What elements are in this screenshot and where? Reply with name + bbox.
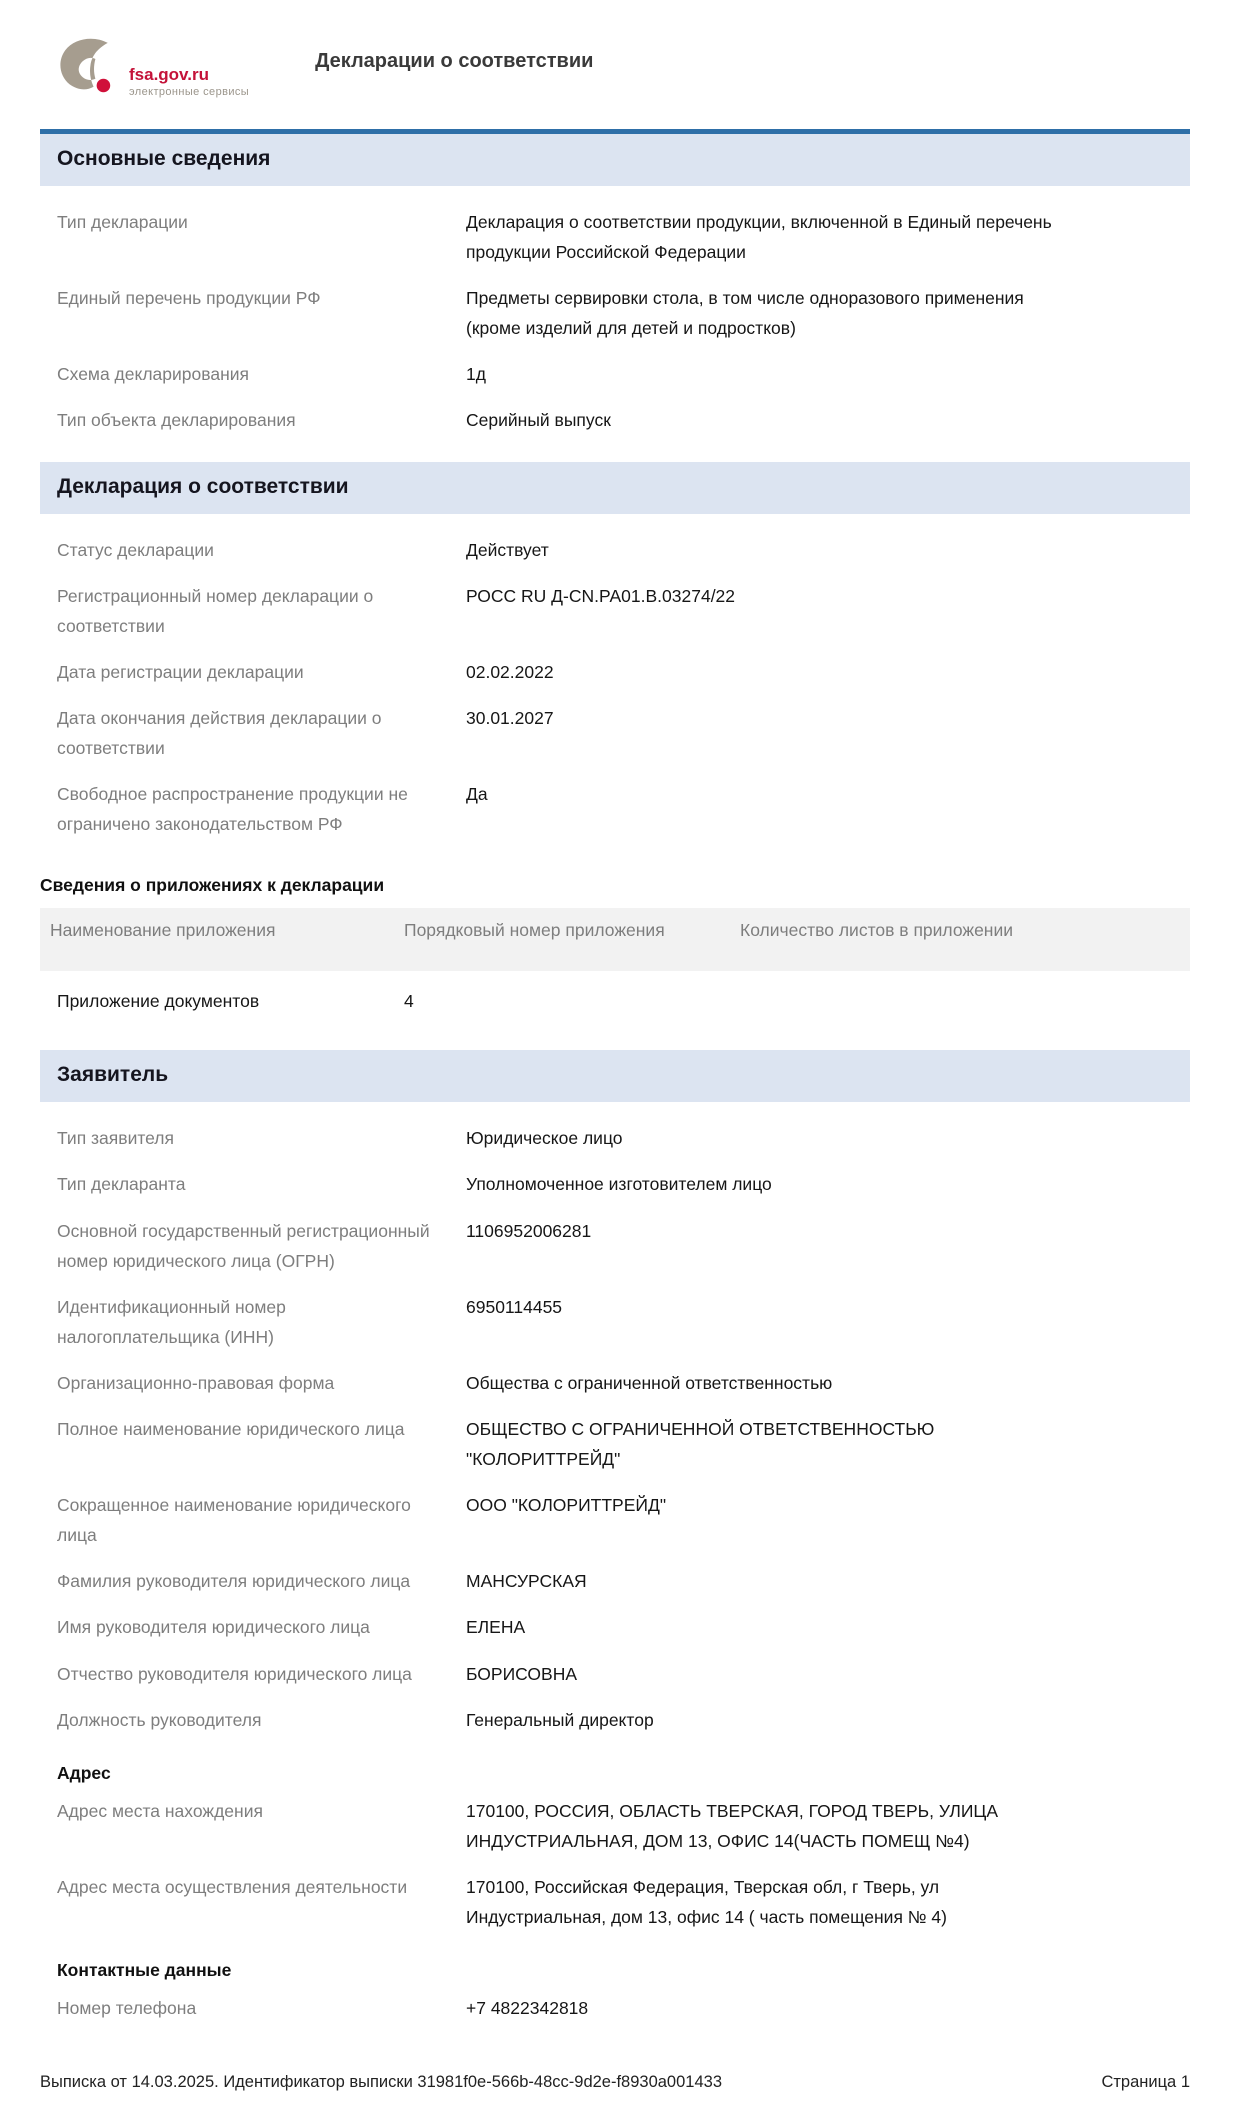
field-value: Действует — [466, 539, 549, 560]
field-label: Организационно-правовая форма — [57, 1372, 335, 1393]
attachments-block — [40, 865, 1190, 1050]
field-value: Генеральный директор — [466, 1709, 654, 1730]
field-label: Должность руководителя — [57, 1709, 262, 1730]
field-row — [40, 1985, 1190, 2031]
section-main-info-header — [40, 129, 1190, 186]
declaration-rows — [40, 514, 1190, 862]
attachments-table — [40, 908, 1190, 1024]
logo-tagline: электронные сервисы — [129, 86, 250, 99]
logo-brand: fsa.gov.ru — [129, 64, 209, 84]
field-label: Свободное распространение продукции не ограничено законодательством РФ — [57, 784, 408, 835]
field-row — [40, 1161, 1190, 1207]
section-applicant — [40, 1050, 1190, 2045]
field-label: Сокращенное наименование юридического лица — [57, 1495, 411, 1546]
fsa-logo-text — [129, 65, 249, 101]
field-label: Отчество руководителя юридического лица — [57, 1663, 412, 1684]
field-row — [40, 1284, 1190, 1360]
field-row — [40, 1604, 1190, 1650]
field-label: Адрес места осуществления деятельности — [57, 1876, 408, 1897]
field-value: Предметы сервировки стола, в том числе одноразового применения (кроме изделий для детей и подростков) — [466, 288, 1024, 339]
field-row — [40, 351, 1190, 397]
field-label: Полное наименование юридического лица — [57, 1418, 405, 1439]
field-value: БОРИСОВНА — [466, 1663, 577, 1684]
section-applicant-title: Заявитель — [57, 1063, 169, 1087]
field-row — [40, 771, 1190, 847]
field-row — [40, 1651, 1190, 1697]
field-value: 6950114455 — [466, 1296, 563, 1317]
field-label: Тип декларанта — [57, 1174, 186, 1195]
field-label: Тип заявителя — [57, 1128, 174, 1149]
section-applicant-header — [40, 1050, 1190, 1102]
field-label: Дата окончания действия декларации о соответствии — [57, 707, 382, 759]
applicant-rows — [40, 1102, 1190, 2045]
footer — [40, 2049, 1190, 2092]
field-value: МАНСУРСКАЯ — [466, 1571, 587, 1592]
field-value: 170100, Российская Федерация, Тверская обл, г Тверь, ул Индустриальная, дом 13, офис 14 ( часть помещения № 4) — [466, 1876, 947, 1927]
field-value: ОБЩЕСТВО С ОГРАНИЧЕННОЙ ОТВЕТСТВЕННОСТЬЮ "КОЛОРИТТРЕЙД" — [466, 1418, 935, 1470]
field-value: Серийный выпуск — [466, 410, 611, 431]
field-row — [40, 649, 1190, 695]
field-label: Основной государственный регистрационный номер юридического лица (ОГРН) — [57, 1220, 430, 1271]
attachments-table-header — [40, 908, 1190, 971]
field-value: 30.01.2027 — [466, 707, 554, 728]
field-label: Дата регистрации декларации — [57, 661, 304, 682]
table-row — [40, 971, 1190, 1024]
field-label: Регистрационный номер декларации о соответствии — [57, 585, 374, 636]
field-row — [40, 1558, 1190, 1604]
field-value: РОСС RU Д-CN.РА01.В.03274/22 — [466, 585, 736, 606]
field-row — [40, 1482, 1190, 1558]
field-value: 170100, РОССИЯ, ОБЛАСТЬ ТВЕРСКАЯ, ГОРОД ТВЕРЬ, УЛИЦА ИНДУСТРИАЛЬНАЯ, ДОМ 13, ОФИС 14(ЧАСТЬ ПОМЕЩ №4) — [466, 1800, 999, 1851]
field-row — [40, 1864, 1190, 1940]
field-row — [40, 275, 1190, 351]
field-row — [40, 1208, 1190, 1284]
section-declaration-header — [40, 462, 1190, 514]
main-info-rows — [40, 186, 1190, 458]
fsa-a-icon — [57, 38, 119, 101]
address-heading: Адрес — [57, 1762, 111, 1783]
field-value: +7 4822342818 — [466, 1998, 589, 2019]
field-label: Имя руководителя юридического лица — [57, 1617, 370, 1638]
field-label: Тип декларации — [57, 212, 188, 232]
field-value: Да — [466, 784, 488, 805]
attachment-name: Приложение документов — [57, 991, 260, 1012]
field-row — [40, 573, 1190, 649]
field-row — [40, 397, 1190, 443]
section-declaration-title: Декларация о соответствии — [57, 474, 349, 498]
section-main-info-title: Основные сведения — [57, 147, 271, 170]
column-header: Количество листов в приложении — [740, 920, 1014, 941]
attachment-number: 4 — [404, 991, 414, 1012]
field-value: Юридическое лицо — [466, 1128, 623, 1149]
section-declaration — [40, 462, 1190, 862]
field-row — [40, 199, 1190, 275]
field-row — [40, 1406, 1190, 1482]
field-value: Декларация о соответствии продукции, включенной в Единый перечень продукции Российской Федерации — [466, 212, 1052, 263]
field-label: Статус декларации — [57, 539, 214, 560]
field-label: Номер телефона — [57, 1998, 197, 2019]
field-row — [40, 695, 1190, 771]
attachment-sheets — [730, 991, 1190, 1012]
field-label: Тип объекта декларирования — [57, 410, 296, 431]
extract-info: Выписка от 14.03.2025. Идентификатор выписки 31981f0e-566b-48cc-9d2e-f8930a001433 — [40, 2073, 722, 2092]
field-label: Единый перечень продукции РФ — [57, 288, 321, 309]
field-row — [40, 1697, 1190, 1743]
section-main-info — [40, 129, 1190, 458]
field-value: 02.02.2022 — [466, 661, 554, 682]
field-label: Идентификационный номер налогоплательщика (ИНН) — [57, 1296, 286, 1347]
column-header: Порядковый номер приложения — [404, 920, 665, 941]
field-row — [40, 527, 1190, 573]
field-row — [40, 1115, 1190, 1161]
field-label: Схема декларирования — [57, 364, 250, 385]
field-value: 1106952006281 — [466, 1220, 592, 1241]
field-label: Адрес места нахождения — [57, 1800, 263, 1821]
contacts-heading: Контактные данные — [57, 1960, 232, 1981]
page-title: Декларации о соответствии — [315, 50, 594, 72]
attachments-heading: Сведения о приложениях к декларации — [40, 875, 385, 896]
field-value: ЕЛЕНА — [466, 1617, 526, 1638]
page-number: Страница 1 — [1101, 2073, 1190, 2092]
field-value: 1д — [466, 364, 486, 385]
field-value: Уполномоченное изготовителем лицо — [466, 1174, 772, 1195]
column-header: Наименование приложения — [50, 920, 276, 941]
field-value: ООО "КОЛОРИТТРЕЙД" — [466, 1495, 667, 1516]
field-label: Фамилия руководителя юридического лица — [57, 1571, 411, 1592]
field-value: Общества с ограниченной ответственностью — [466, 1372, 833, 1393]
field-row — [40, 1788, 1190, 1864]
header — [40, 38, 1190, 101]
fsa-logo — [57, 38, 249, 101]
field-row — [40, 1360, 1190, 1406]
